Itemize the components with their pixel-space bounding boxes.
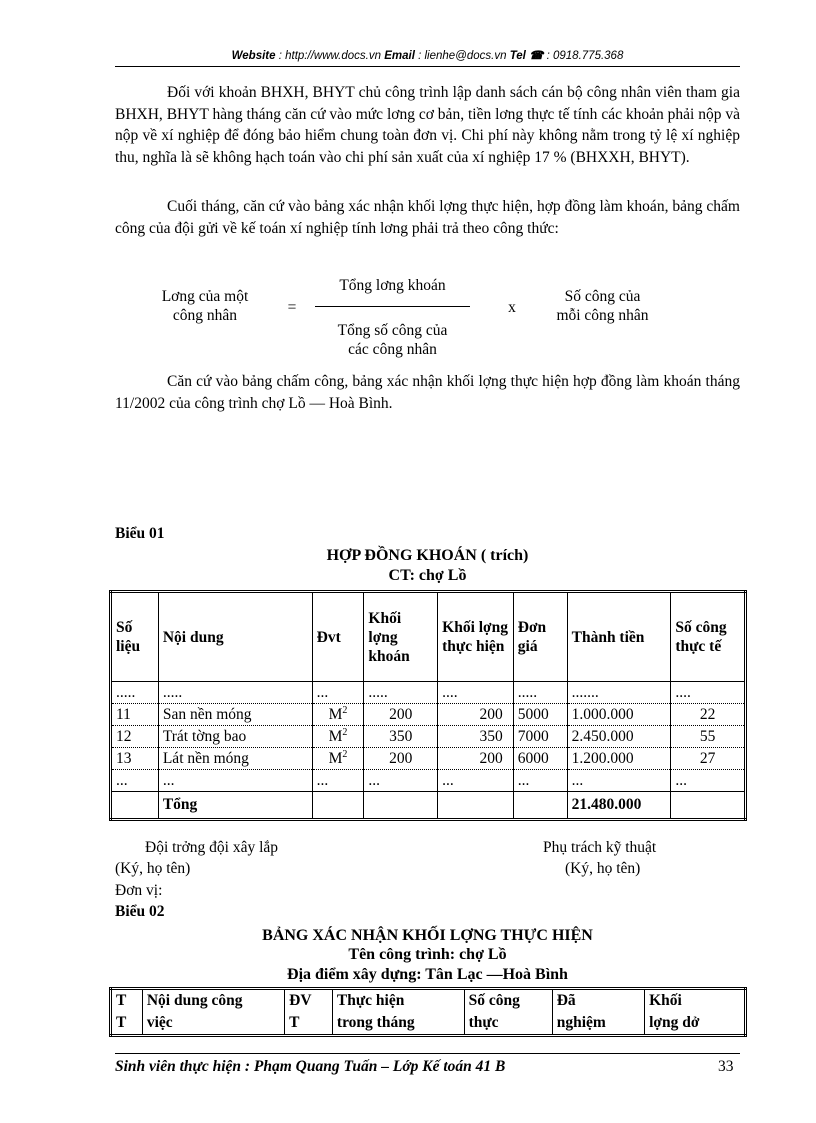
table-cell: 13 — [111, 748, 159, 770]
table-cell: 2.450.000 — [567, 726, 671, 748]
table-cell — [312, 792, 364, 820]
table2-title: BẢNG XÁC NHẬN KHỐI LỢNG THỰC HIỆN — [262, 927, 593, 944]
table-cell: ... — [312, 770, 364, 792]
table-cell: San nền móng — [158, 704, 312, 726]
table-cell: ....... — [567, 682, 671, 704]
col-header: Khối lợng khoán — [364, 592, 438, 682]
page-number: 33 — [718, 1058, 734, 1075]
table-cell: 200 — [438, 704, 514, 726]
table-cell: ... — [513, 770, 567, 792]
formula-equals: = — [287, 299, 297, 316]
table-cell: 200 — [364, 748, 438, 770]
formula-denominator: Tổng số công của các công nhân — [337, 322, 448, 358]
table2-project: Tên công trình: chợ Lồ — [348, 946, 507, 963]
table-cell: .... — [671, 682, 746, 704]
col-header: Thực hiện trong tháng — [332, 989, 464, 1036]
col-header: Khối lợng thực hiện — [438, 592, 514, 682]
table-cell: 1.200.000 — [567, 748, 671, 770]
table-cell: 22 — [671, 704, 746, 726]
footer-divider — [115, 1053, 740, 1054]
table-total-row — [111, 792, 746, 820]
table-cell: 6000 — [513, 748, 567, 770]
signature-left-note: (Ký, họ tên) — [115, 860, 191, 877]
table1-title: HỢP ĐỒNG KHOÁN ( trích) — [326, 547, 529, 564]
table-cell: ..... — [513, 682, 567, 704]
table-cell: ... — [312, 682, 364, 704]
table-cell: 11 — [111, 704, 159, 726]
contract-table — [109, 590, 747, 821]
col-header: Khối lợng dở — [645, 989, 746, 1036]
col-header: Đã nghiệm — [552, 989, 644, 1036]
table-cell: ... — [438, 770, 514, 792]
formula-fraction-line — [315, 306, 470, 307]
table-cell-unit: $M^2$ — [312, 726, 364, 748]
volume-confirmation-table — [109, 987, 747, 1037]
table1-label: Biểu 01 — [115, 525, 165, 542]
col-header: Đvt — [312, 592, 364, 682]
table-cell — [364, 792, 438, 820]
tel-label: Tel ☎ — [509, 50, 544, 62]
col-header: Số công thực tế — [671, 592, 746, 682]
col-header: Số liệu — [111, 592, 159, 682]
table-cell: 200 — [364, 704, 438, 726]
table-cell: ... — [364, 770, 438, 792]
table-cell — [111, 792, 159, 820]
page-header — [115, 48, 740, 62]
signature-left-title: Đội trởng đội xây lắp — [145, 839, 279, 856]
table2-label: Biểu 02 — [115, 903, 165, 920]
website-label: Website — [231, 50, 276, 62]
formula-times: x — [508, 299, 516, 316]
table-cell: ... — [111, 770, 159, 792]
formula-rhs: Số công của mỗi công nhân — [556, 288, 649, 324]
header-divider — [115, 66, 740, 67]
col-header: Nội dung — [158, 592, 312, 682]
table-cell: ..... — [158, 682, 312, 704]
table-header-row — [111, 592, 746, 682]
table1-subtitle: CT: chợ Lồ — [388, 567, 467, 584]
signature-right-title: Phụ trách kỹ thuật — [543, 839, 657, 856]
table-cell — [671, 792, 746, 820]
table-row — [111, 770, 746, 792]
paragraph-insurance: Đối với khoản BHXH, BHYT chủ công trình lập danh sách cán bộ công nhân viên tham gia BHXH, BHYT hàng tháng căn cứ vào mức lơng cơ bản, tiền lơng thực tế tính các khoản phải nộp và nộp về xí nghiệp để đóng bảo hiểm chung toàn đơn vị. Chi phí này không nằm trong tỷ lệ xí nghiệp thu, nghĩa là sẽ không hạch toán vào chi phí sản xuất của xí nghiệp 17 % (BHXXH, BHYT). — [115, 84, 740, 166]
col-header: Đơn giá — [513, 592, 567, 682]
table-row — [111, 748, 746, 770]
table-cell: 5000 — [513, 704, 567, 726]
signature-right-note: (Ký, họ tên) — [565, 860, 641, 877]
table-header-row — [111, 989, 746, 1036]
total-label: Tổng — [158, 792, 312, 820]
table-cell: 55 — [671, 726, 746, 748]
table-row — [111, 726, 746, 748]
table-cell: 27 — [671, 748, 746, 770]
email-value[interactable]: : lienhe@docs.vn — [418, 50, 507, 62]
table-cell-unit: $M^2$ — [312, 704, 364, 726]
table-cell: ..... — [111, 682, 159, 704]
table-cell: 7000 — [513, 726, 567, 748]
unit-label: Đơn vị: — [115, 882, 163, 899]
table-cell: Trát tờng bao — [158, 726, 312, 748]
table-cell — [438, 792, 514, 820]
website-value[interactable]: : http://www.docs.vn — [278, 50, 381, 62]
col-header: ĐV T — [285, 989, 333, 1036]
footer-author: Sinh viên thực hiện : Phạm Quang Tuấn – Lớp Kế toán 41 B — [115, 1058, 506, 1075]
table-cell: 350 — [364, 726, 438, 748]
tel-value: : 0918.775.368 — [546, 50, 624, 62]
table-cell: ... — [671, 770, 746, 792]
table2-location: Địa điểm xây dựng: Tân Lạc —Hoà Bình — [287, 966, 568, 983]
formula-lhs: Lơng của một công nhân — [161, 288, 249, 324]
table-row — [111, 704, 746, 726]
table-cell: 12 — [111, 726, 159, 748]
email-label: Email — [384, 50, 415, 62]
paragraph-basis: Căn cứ vào bảng chấm công, bảng xác nhận khối lợng thực hiện hợp đồng làm khoán tháng 11/2002 của công trình chợ Lồ — Hoà Bình. — [115, 373, 740, 412]
table-cell: 350 — [438, 726, 514, 748]
col-header: Số công thực — [464, 989, 552, 1036]
col-header: Nội dung công việc — [142, 989, 284, 1036]
table-cell: Lát nền móng — [158, 748, 312, 770]
col-header: T T — [111, 989, 143, 1036]
paragraph-month-end: Cuối tháng, căn cứ vào bảng xác nhận khối lợng thực hiện, hợp đồng làm khoán, bảng chấm công của đội gửi về kế toán xí nghiệp tính lơng phải trả theo công thức: — [115, 198, 740, 237]
formula-numerator: Tổng lơng khoán — [339, 277, 446, 294]
table-cell: ..... — [364, 682, 438, 704]
table-row — [111, 682, 746, 704]
table-cell: 1.000.000 — [567, 704, 671, 726]
table-cell: .... — [438, 682, 514, 704]
total-value: 21.480.000 — [567, 792, 671, 820]
table-cell — [513, 792, 567, 820]
table-cell: 200 — [438, 748, 514, 770]
table-cell: ... — [567, 770, 671, 792]
table-cell: ... — [158, 770, 312, 792]
table-cell-unit: $M^2$ — [312, 748, 364, 770]
col-header: Thành tiền — [567, 592, 671, 682]
